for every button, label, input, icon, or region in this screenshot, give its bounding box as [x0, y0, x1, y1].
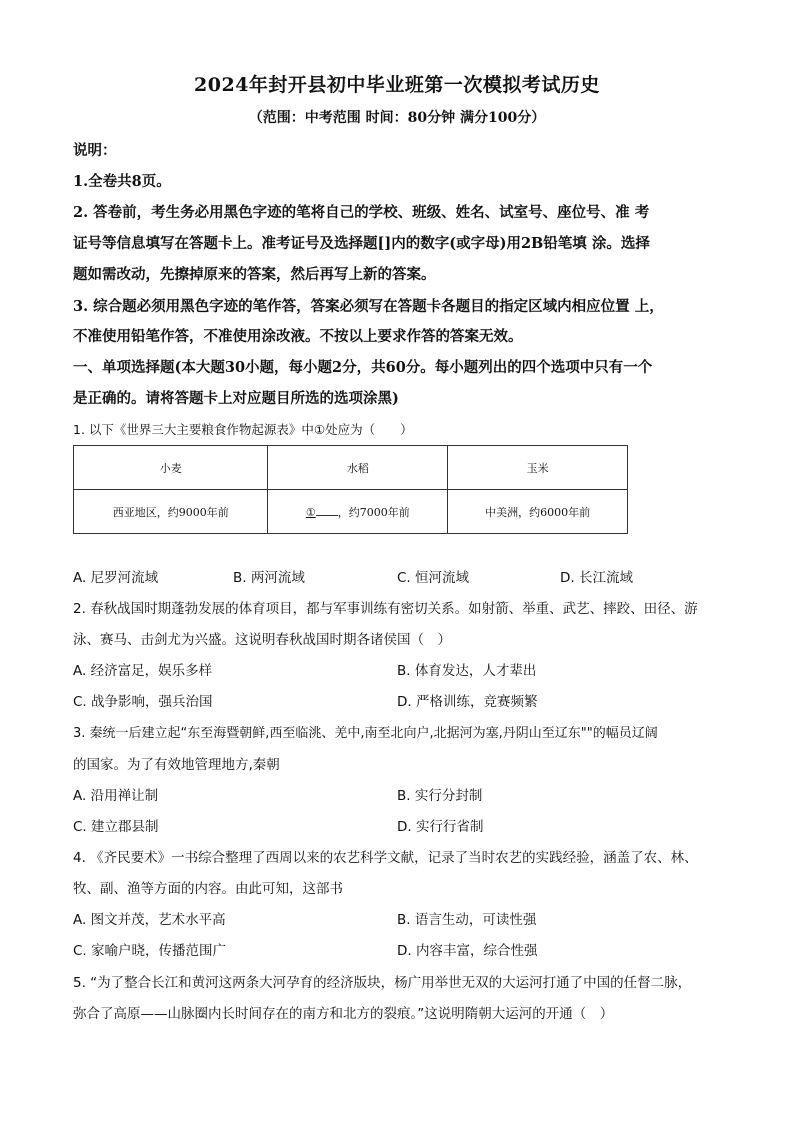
q1-option-a: A. 尼罗河流域	[73, 570, 159, 586]
note-3-line-1: 3. 综合题必须用黑色字迹的笔作答，答案必须写在答题卡各题目的指定区域内相应位置 上，	[73, 298, 664, 315]
q3-option-d: D. 实行行省制	[397, 819, 484, 835]
note-2-line-1: 2. 答卷前，考生务必用黑色字迹的笔将自己的学校、班级、姓名、试室号、座位号、准 考	[73, 204, 650, 221]
table-header-row	[74, 446, 628, 490]
table-header-cell: 玉米	[448, 446, 628, 490]
table-cell: 西亚地区，约9000年前	[74, 490, 268, 534]
question-2-line-2: 泳、赛马、击剑尤为兴盛。这说明春秋战国时期各诸侯国（ ）	[73, 632, 451, 648]
crop-origin-table	[73, 445, 628, 534]
q4-option-a: A. 图文并茂，艺术水平高	[73, 912, 226, 928]
note-3-line-2: 不准使用铅笔作答，不准使用涂改液。不按以上要求作答的答案无效。	[73, 328, 523, 345]
note-1: 1.全卷共8页。	[73, 173, 171, 190]
question-3-line-1: 3. 秦统一后建立起“东至海暨朝鲜,西至临洮、羌中,南至北向户,北据河为塞,丹阴山至辽东""的幅员辽阔	[73, 726, 658, 741]
question-5-line-1: 5. “为了整合长江和黄河这两条大河孕育的经济版块，杨广用举世无双的大运河打通了中国的任督二脉，	[73, 975, 692, 991]
table-cell: 中美洲，约6000年前	[448, 490, 628, 534]
note-2-line-3: 题如需改动，先擦掉原来的答案，然后再写上新的答案。	[73, 266, 436, 283]
q3-option-b: B. 实行分封制	[397, 788, 483, 804]
blank-underline	[316, 505, 338, 516]
question-3-line-2: 的国家。为了有效地管理地方,秦朝	[73, 757, 280, 773]
question-4-line-1: 4. 《齐民要术》一书综合整理了西周以来的农艺科学文献，记录了当时农艺的实践经验，涵盖了农、林、	[73, 850, 698, 866]
notes-heading: 说明：	[73, 142, 117, 159]
blank-marker: ①	[305, 505, 316, 519]
q2-option-c: C. 战争影响，强兵治国	[73, 694, 213, 710]
q2-option-a: A. 经济富足，娱乐多样	[73, 663, 213, 679]
q4-option-b: B. 语言生动，可读性强	[397, 912, 537, 928]
q3-option-a: A. 沿用禅让制	[73, 788, 159, 804]
q1-option-d: D. 长江流域	[560, 570, 633, 586]
table-header-cell: 水稻	[268, 446, 448, 490]
q2-option-d: D. 严格训练，竞赛频繁	[397, 694, 538, 710]
table-cell	[268, 490, 448, 534]
question-2-line-1: 2. 春秋战国时期蓬勃发展的体育项目，都与军事训练有密切关系。如射箭、举重、武艺、摔跤、田径、游	[73, 601, 698, 617]
page-title: 2024年封开县初中毕业班第一次模拟考试历史	[194, 74, 600, 96]
question-1-stem: 1. 以下《世界三大主要粮食作物起源表》中①处应为（ ）	[73, 422, 413, 437]
q1-option-b: B. 两河流域	[233, 570, 305, 586]
question-4-line-2: 牧、副、渔等方面的内容。由此可知，这部书	[73, 881, 343, 897]
q2-option-b: B. 体育发达，人才辈出	[397, 663, 537, 679]
section-heading-line-1: 一、单项选择题(本大题30小题，每小题2分，共60分。每小题列出的四个选项中只有一个	[73, 359, 653, 376]
q4-option-c: C. 家喻户晓，传播范围广	[73, 943, 227, 959]
table-row	[74, 490, 628, 534]
q1-option-c: C. 恒河流域	[397, 570, 470, 586]
question-5-line-2: 弥合了高原——山脉圈内长时间存在的南方和北方的裂痕。”这说明隋朝大运河的开通（ ）	[73, 1006, 614, 1022]
page-subtitle: （范围：中考范围 时间：80分钟 满分100分）	[248, 110, 546, 126]
section-heading-line-2: 是正确的。请将答题卡上对应题目所选的选项涂黑)	[73, 390, 399, 407]
q3-option-c: C. 建立郡县制	[73, 819, 159, 835]
q4-option-d: D. 内容丰富，综合性强	[397, 943, 538, 959]
table-cell-text: ，约7000年前	[337, 505, 410, 519]
note-2-line-2: 证号等信息填写在答题卡上。准考证号及选择题[]内的数字(或字母)用2B铅笔填 涂。选择	[73, 235, 650, 252]
table-header-cell: 小麦	[74, 446, 268, 490]
